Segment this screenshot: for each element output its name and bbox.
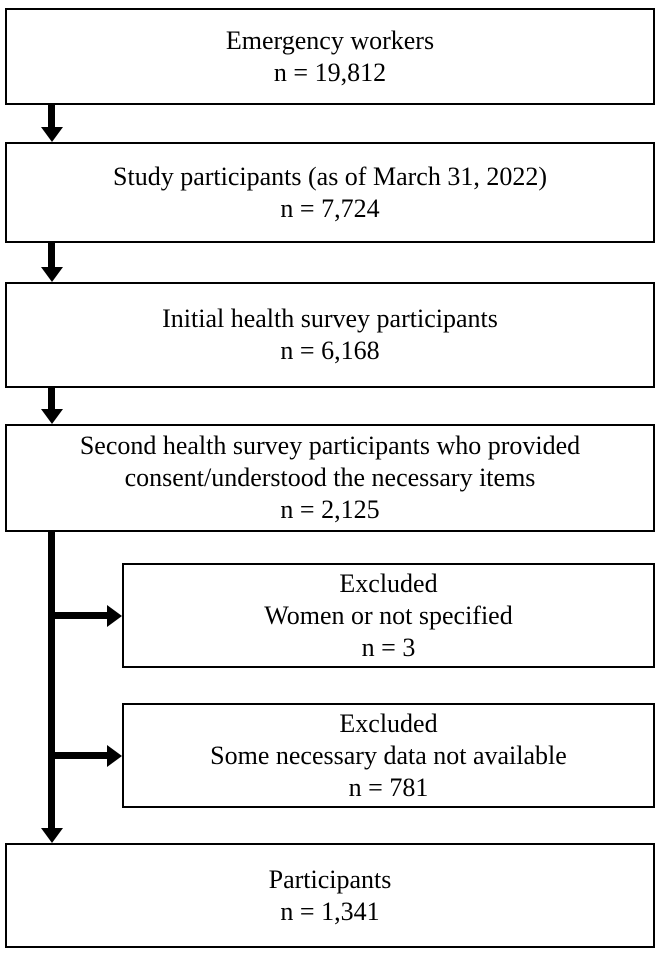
flow-box-excluded-women bbox=[122, 563, 655, 668]
arrow-down-icon bbox=[41, 127, 63, 142]
box-count: n = 781 bbox=[348, 772, 429, 802]
branch-line-1 bbox=[48, 612, 108, 619]
box-label: Second health survey participants who provided bbox=[79, 431, 581, 460]
box-count: n = 3 bbox=[361, 632, 416, 662]
flow-box-initial-health-survey bbox=[5, 282, 655, 388]
box-count: n = 19,812 bbox=[273, 57, 387, 87]
flow-box-participants bbox=[5, 843, 655, 948]
box-label: Participants bbox=[268, 864, 392, 894]
arrow-down-icon bbox=[41, 267, 63, 282]
box-label: consent/understood the necessary items bbox=[124, 463, 536, 492]
arrow-right-icon bbox=[107, 745, 122, 767]
branch-line-2 bbox=[48, 752, 108, 759]
arrow-line-1 bbox=[48, 105, 55, 129]
box-count: n = 2,125 bbox=[280, 495, 380, 524]
arrow-line-2 bbox=[48, 243, 55, 269]
arrow-line-main bbox=[48, 532, 55, 829]
box-count: n = 6,168 bbox=[280, 336, 380, 365]
box-label: Study participants (as of March 31, 2022) bbox=[113, 161, 547, 191]
box-count: n = 1,341 bbox=[280, 896, 380, 926]
box-label: Initial health survey participants bbox=[162, 304, 498, 333]
box-label: Emergency workers bbox=[225, 25, 435, 55]
box-label: Some necessary data not available bbox=[210, 740, 567, 770]
flow-box-excluded-missing-data bbox=[122, 703, 655, 808]
flow-box-study-participants bbox=[5, 142, 655, 243]
box-label: Excluded bbox=[339, 708, 438, 738]
box-label: Excluded bbox=[339, 568, 438, 598]
arrow-right-icon bbox=[107, 605, 122, 627]
box-label: Women or not specified bbox=[264, 600, 513, 630]
flow-box-emergency-workers bbox=[5, 8, 655, 105]
arrow-line-3 bbox=[48, 388, 55, 411]
arrow-down-icon bbox=[41, 828, 63, 843]
box-count: n = 7,724 bbox=[280, 193, 380, 223]
arrow-down-icon bbox=[41, 409, 63, 424]
flow-box-second-health-survey bbox=[5, 424, 655, 532]
